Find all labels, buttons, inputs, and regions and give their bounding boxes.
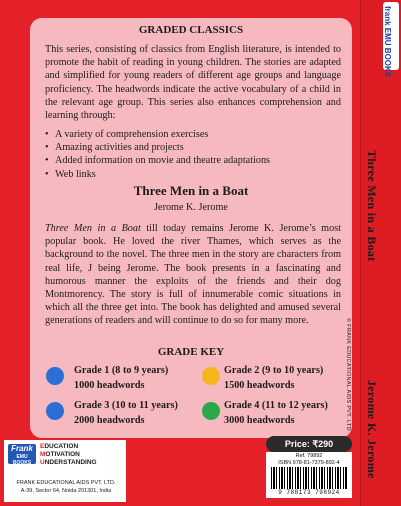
grade-headwords: 2000 headwords	[74, 415, 145, 426]
grade-1	[74, 363, 168, 393]
motto-line: UNDERSTANDING	[40, 459, 97, 466]
spine-logo-text: frank EMU BOOKS	[383, 6, 392, 78]
isbn: ISBN 978-81-7379-892-4	[278, 460, 340, 466]
series-heading: GRADED CLASSICS	[138, 24, 244, 36]
grade-1-dot-icon	[46, 367, 64, 385]
grade-headwords: 1500 headwords	[224, 380, 295, 391]
grade-4	[224, 398, 328, 428]
spine-title: Three Men in a Boat	[365, 150, 379, 262]
publisher-block	[4, 440, 126, 502]
publisher-name: FRANK EDUCATIONAL AIDS PVT. LTD.	[16, 480, 116, 486]
ref-number: Ref. 79892	[295, 453, 323, 459]
motto-line: MOTIVATION	[40, 451, 80, 458]
series-intro: This series, consisting of classics from English literature, is intended to promote the habit of reading in young children. The stories are adapted and simplified for young readers of different age groups and language proficiency. The headwords indicate the active vocabulary of a child in the relevant age group. This series also enhances comprehension and learning through:	[45, 44, 341, 122]
list-item: • Web links	[45, 168, 270, 181]
list-item: • Added information on movie and theatre adaptations	[45, 154, 270, 167]
barcode-block	[266, 452, 352, 498]
publisher-imprint: EMU BOOKS	[12, 454, 32, 466]
grade-name: Grade 2 (9 to 10 years)	[224, 365, 324, 376]
book-title: Three Men in a Boat	[133, 183, 249, 198]
spine-author: Jerome K. Jerome	[365, 380, 379, 479]
grade-3	[74, 398, 178, 428]
grade-2-dot-icon	[202, 367, 220, 385]
grade-4-dot-icon	[202, 402, 220, 420]
grade-name: Grade 1 (8 to 9 years)	[74, 365, 169, 376]
barcode-number: 9 788173 798924	[278, 489, 340, 496]
motto-line: EDUCATION	[40, 443, 79, 450]
list-item: • Amazing activities and projects	[45, 141, 270, 154]
copyright-notice: © FRANK EDUCATIONAL AIDS PVT. LTD	[345, 318, 351, 431]
blurb-title: Three Men in a Boat	[45, 223, 141, 234]
grade-name: Grade 4 (11 to 12 years)	[224, 400, 328, 411]
grade-name: Grade 3 (10 to 11 years)	[74, 400, 178, 411]
barcode-icon	[271, 467, 347, 489]
grade-key-heading: GRADE KEY	[157, 346, 225, 358]
price-badge: Price: ₹290	[266, 436, 352, 452]
grade-headwords: 3000 headwords	[224, 415, 295, 426]
publisher-address: A-39, Sector 64, Noida 201301, India	[20, 488, 112, 494]
grade-3-dot-icon	[46, 402, 64, 420]
list-item: • A variety of comprehension exercises	[45, 128, 270, 141]
feature-list	[45, 128, 270, 181]
book-blurb	[45, 222, 341, 328]
blurb-text: till today remains Jerome K. Jerome’s most popular book. He loved the river Thames, which serves as the background to the novel. The three men in the story are characters from real life, J being Jerome. The book presents in a fascinating and humorous manner the exploits of the friends and their dog Montmorency. The story is full of innumerable comic situations in which all the three get into. The book has delighted and amused several generations of readers and will continue to do so for many more.	[45, 223, 341, 327]
grade-headwords: 1000 headwords	[74, 380, 145, 391]
book-author: Jerome K. Jerome	[154, 202, 228, 213]
grade-2	[224, 363, 323, 393]
publisher-logo-text: Frank	[11, 444, 33, 453]
